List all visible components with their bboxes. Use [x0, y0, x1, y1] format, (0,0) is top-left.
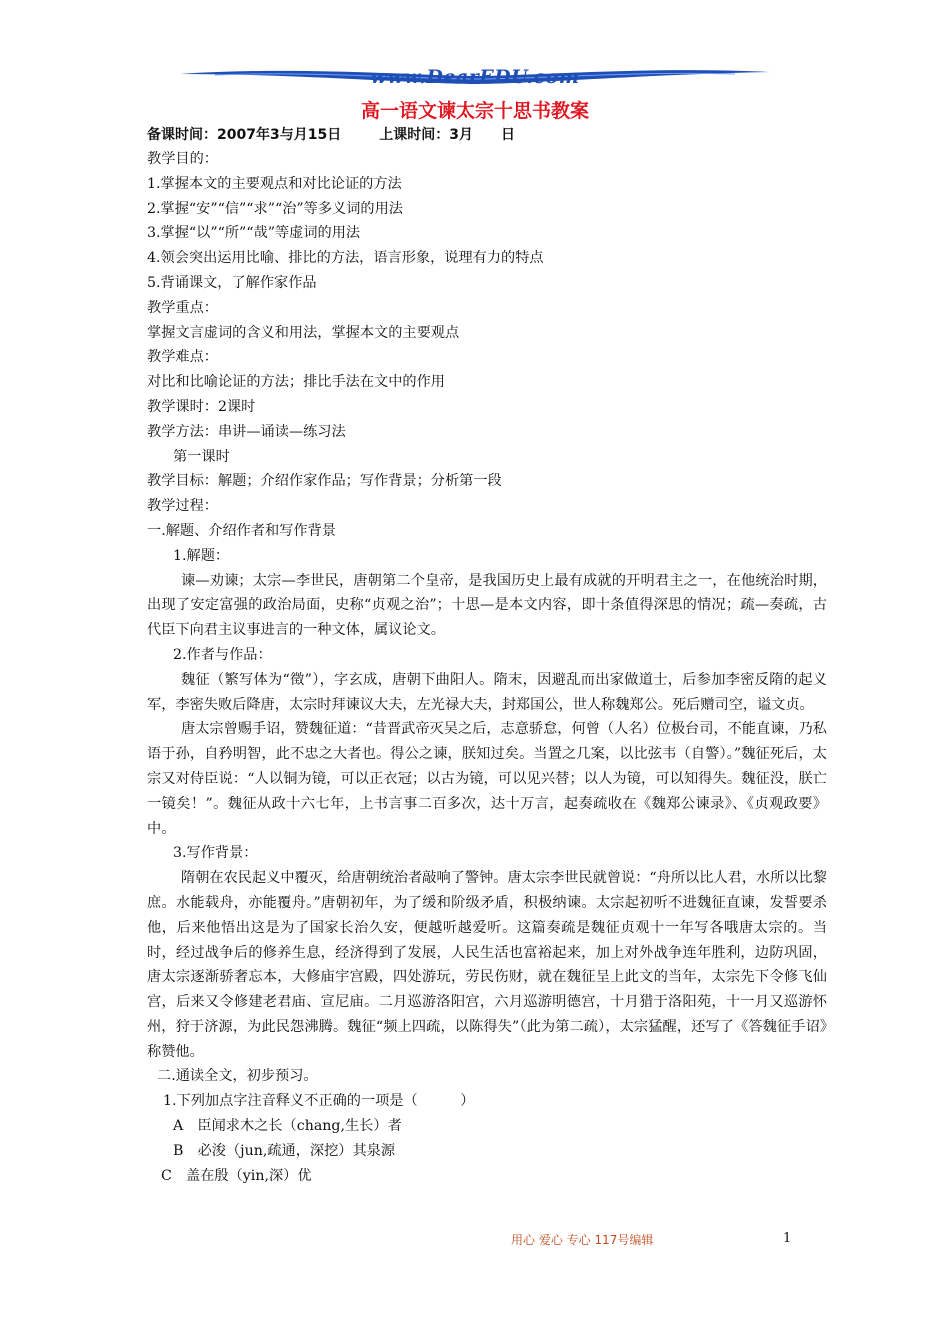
text-line: 一.解题、介绍作者和写作背景: [147, 522, 336, 539]
text-line: 教学过程：: [147, 498, 218, 515]
text-line: 教学课时：2课时: [147, 398, 256, 415]
page-number: 1: [783, 1231, 792, 1246]
option: A 臣闻求木之长（chang,生长）者: [173, 1118, 402, 1135]
paragraph: 谏—劝谏；太宗—李世民，唐朝第二个皇帝，是我国历史上最有成就的开明君主之一，在他统治时期，出现了安定富强的政治局面，史称“贞观之治”；十思—是本文内容，即十条值得深思的情况；疏—奏疏，古代臣下向君主议事进言的一种文体，属议论文。: [147, 572, 827, 639]
text-line: 教学方法：串讲—诵读—练习法: [147, 423, 346, 440]
prep-time: 备课时间：2007年3与月15日: [147, 127, 342, 143]
text-line: 教学目的：: [147, 151, 218, 167]
document-body: [147, 147, 827, 1188]
site-logo: [175, 62, 775, 98]
question: 1.下列加点字注音释义不正确的一项是（ ）: [163, 1093, 475, 1110]
text-line: 教学目标：解题；介绍作家作品；写作背景；分析第一段: [147, 473, 502, 490]
subsection-heading: 1.解题：: [173, 547, 230, 564]
text-line: 教学难点：: [147, 349, 218, 366]
class-time: 上课时间：3月 日: [379, 127, 515, 143]
section-heading: 二.通读全文，初步预习。: [157, 1068, 318, 1085]
document-title: 高一语文谏太宗十思书教案: [360, 100, 589, 122]
text-line: 3.掌握“以”“所”“哉”等虚词的用法: [147, 225, 361, 242]
text-line: 5.背诵课文，了解作家作品: [147, 274, 317, 291]
footer-note: 用心 爱心 专心 117号编辑: [511, 1233, 654, 1247]
paragraph: 魏征（繁写体为“徵”），字玄成，唐朝下曲阳人。隋末，因避乱而出家做道士，后参加李密反隋的起义军，李密失败后降唐，太宗时拜谏议大夫，左光禄大夫，封郑国公，世人称魏郑公。死后赠司空，谥文贞。: [147, 671, 827, 713]
meta-line: [147, 124, 515, 144]
paragraph: 唐太宗曾赐手诏，赞魏征道：“昔晋武帝灭吴之后，志意骄怠，何曾（人名）位极台司，不能直谏，乃私语于孙，自矜明智，此不忠之大者也。得公之谏，朕知过矣。当置之几案，以比弦韦（自警）。”魏征死后，太宗又对侍臣说：“人以铜为镜，可以正衣冠；以古为镜，可以见兴替；以人为镜，可以知得失。魏征没，朕亡一镜矣！”。魏征从政十六七年，上书言事二百多次，达十万言，起奏疏收在《魏郑公谏录》、《贞观政要》中。: [147, 721, 827, 837]
option: B 必浚（jun,疏通，深挖）其泉源: [173, 1142, 396, 1159]
text-line: 教学重点：: [147, 299, 218, 316]
logo-text: www.DearEDU.com: [370, 66, 580, 88]
text-line: 4.领会突出运用比喻、排比的方法，语言形象，说理有力的特点: [147, 250, 544, 267]
text-line: 掌握文言虚词的含义和用法，掌握本文的主要观点: [147, 324, 460, 341]
text-line: 对比和比喻论证的方法；排比手法在文中的作用: [147, 374, 445, 391]
section-heading: 第一课时: [173, 448, 230, 465]
paragraph: 隋朝在农民起义中覆灭，给唐朝统治者敲响了警钟。唐太宗李世民就曾说：“舟所以比人君，水所以比黎庶。水能载舟，亦能覆舟。”唐朝初年，为了缓和阶级矛盾，积极纳谏。太宗起初听不进魏征直谏，发誓要杀他，后来他悟出这是为了国家长治久安，便越听越爱听。这篇奏疏是魏征贞观十一年写各哦唐太宗的。当时，经过战争后的修养生息，经济得到了发展，人民生活也富裕起来，加上对外战争连年胜利，边防巩固，唐太宗逐渐骄奢忘本，大修庙宇宫殿，四处游玩，劳民伤财，就在魏征呈上此文的当年，太宗先下令修飞仙宫，后来又令修建老君庙、宣尼庙。二月巡游洛阳宫，六月巡游明德宫，十月猎于洛阳苑，十一月又巡游怀州，狩于济源，为此民怨沸腾。魏征“频上四疏，以陈得失”（此为第二疏），太宗猛醒，还写了《答魏征手诏》称赞他。: [147, 870, 827, 1060]
subsection-heading: 2.作者与作品：: [173, 646, 272, 663]
text-line: 1.掌握本文的主要观点和对比论证的方法: [147, 175, 402, 192]
text-line: 2.掌握“安”“信”“求”“治”等多义词的用法: [147, 200, 403, 217]
option: C 盖在殷（yin,深）优: [161, 1167, 312, 1184]
subsection-heading: 3.写作背景：: [173, 845, 258, 862]
